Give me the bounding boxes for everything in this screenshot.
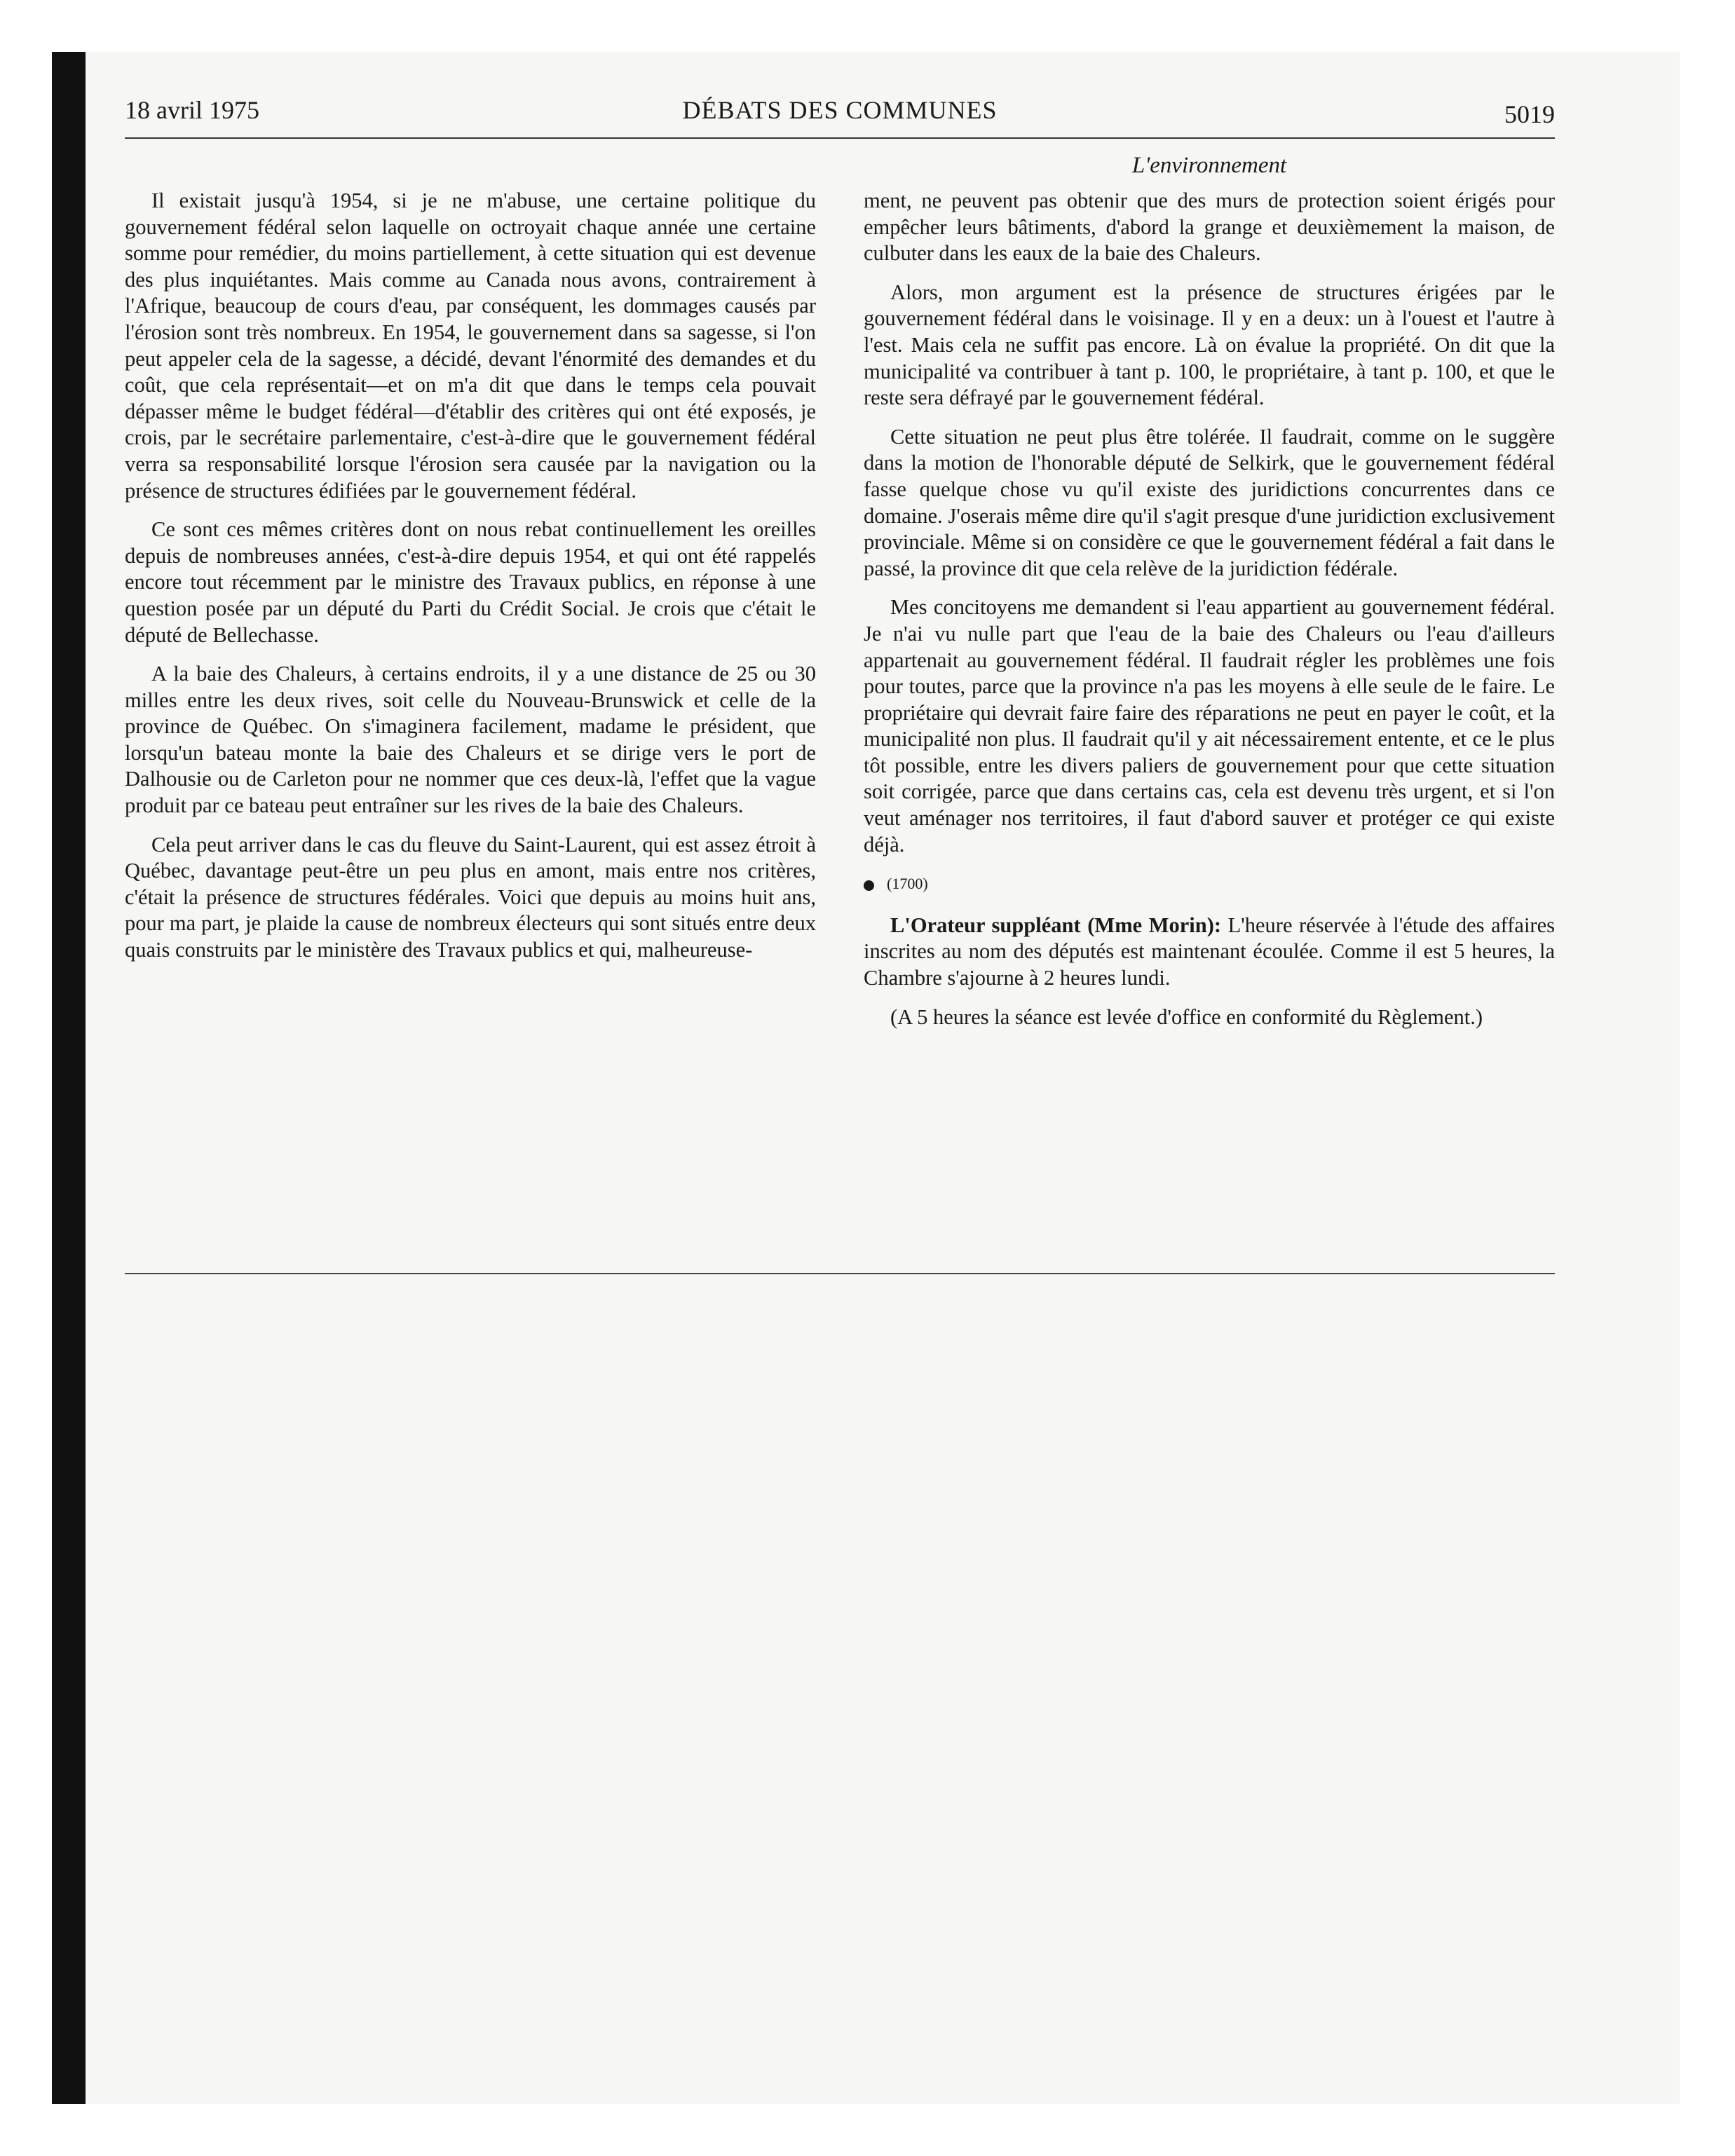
paragraph: A la baie des Chaleurs, à certains endroits, il y a une distance de 25 ou 30 milles entre les deux rives, soit celle du Nouveau-Brunswick et celle de la province de Québec. On s'imaginera facilement, madame le président, que lorsqu'un bateau monte la baie des Chaleurs et se dirige vers le port de Dalhousie ou de Carleton pour ne nommer que ces deux-là, l'effet que la vague produit par ce bateau peut entraîner sur les rives de la baie des Chaleurs. <box>125 662 816 818</box>
bottom-rule <box>125 1273 1555 1274</box>
paragraph: Alors, mon argument est la présence de structures érigées par le gouvernement fédéral dans le voisinage. Il y en a deux: un à l'ouest et l'autre à l'est. Mais cela ne suffit pas encore. Là on évalue la propriété. On dit que la municipalité va contribuer à tant p. 100, le propriétaire, à tant p. 100, et que le reste sera défrayé par le gouvernement fédéral. <box>864 280 1555 410</box>
paragraph: ment, ne peuvent pas obtenir que des murs de protection soient érigés pour empêcher leurs bâtiments, d'abord la grange et deuxièmement la maison, de culbuter dans les eaux de la baie des Chaleurs. <box>864 189 1555 266</box>
time-marker-text: (1700) <box>887 875 928 893</box>
paragraph: Mes concitoyens me demandent si l'eau appartient au gouvernement fédéral. Je n'ai vu nulle part que l'eau de la baie des Chaleurs ou l'eau d'ailleurs appartenait au gouvernement fédéral. Il faudrait régler les problèmes une fois pour toutes, parce que la province n'a pas les moyens à elle seule de le faire. Le propriétaire qui devrait faire faire des réparations ne peut en payer le coût, et la municipalité non plus. Il faudrait qu'il y ait nécessairement entente, et ce le plus tôt possible, entre les divers paliers de gouvernement pour que cette situation soit corrigée, parce que dans certains cas, cela est devenu très urgent, et si l'on veut aménager nos territoires, il faut d'abord sauver et protéger ce qui existe déjà. <box>864 595 1555 857</box>
speaker-name: L'Orateur suppléant (Mme Morin): <box>890 913 1222 937</box>
paragraph: Il existait jusqu'à 1954, si je ne m'abuse, une certaine politique du gouvernement fédéral selon laquelle on octroyait chaque année une certaine somme pour remédier, du moins partiellement, à cette situation qui est devenue des plus inquiétantes. Mais comme au Canada nous avons, contrairement à l'Afrique, beaucoup de cours d'eau, par conséquent, les dommages causés par l'érosion sont très nombreux. En 1954, le gouvernement dans sa sagesse, si l'on peut appeler cela de la sagesse, a décidé, devant l'énormité des demandes et du coût, que cela représentait—et on m'a dit que dans le temps cela pouvait dépasser même le budget fédéral—d'établir des critères qui ont été exposés, je crois, par le secrétaire parlementaire, c'est-à-dire que le gouvernement fédéral verra sa responsabilité lorsque l'érosion sera causée par la navigation ou la présence de structures édifiées par le gouvernement fédéral. <box>125 189 816 503</box>
binding-edge <box>52 52 86 2104</box>
header-publication: DÉBATS DES COMMUNES <box>682 96 998 124</box>
page-number: 5019 <box>1504 100 1555 128</box>
page-header <box>125 95 1555 137</box>
left-column <box>125 188 816 976</box>
paragraph: Cette situation ne peut plus être tolérée. Il faudrait, comme on le suggère dans la motion de l'honorable député de Selkirk, que le gouvernement fédéral fasse quelque chose vu qu'il existe des juridictions concurrentes dans ce domaine. J'oserais même dire qu'il s'agit presque d'une juridiction exclusivement provinciale. Même si on considère ce que le gouvernement fédéral a fait dans le passé, la province dit que cela relève de la juridiction fédérale. <box>864 424 1555 580</box>
speaker-text: L'heure réservée à l'étude des affaires inscrites au nom des députés est maintenant écoulée. Comme il est 5 heures, la Chambre s'ajourne à 2 heures lundi. <box>864 913 1556 990</box>
bullet-icon <box>864 880 874 891</box>
closing-note: (A 5 heures la séance est levée d'office en conformité du Règlement.) <box>890 1004 1483 1029</box>
paragraph: Ce sont ces mêmes critères dont on nous rebat continuellement les oreilles depuis de nombreuses années, c'est-à-dire depuis 1954, et qui ont été rappelés encore tout récemment par le ministre des Travaux publics, en réponse à une question posée par un député du Parti du Crédit Social. Je crois que c'était le député de Bellechasse. <box>125 517 816 647</box>
header-date: 18 avril 1975 <box>125 96 259 124</box>
time-marker <box>864 871 1555 897</box>
speaker-paragraph <box>864 913 1555 992</box>
right-column <box>864 188 1555 1043</box>
paragraph: Cela peut arriver dans le cas du fleuve du Saint-Laurent, qui est assez étroit à Québec, davantage peut-être un peu plus en amont, mais entre nos critères, c'était la présence de structures fédérales. Voici que depuis au moins huit ans, pour ma part, je plaide la cause de nombreux électeurs qui sont situés entre deux quais construits par le ministère des Travaux publics et qui, malheureuse- <box>125 832 816 962</box>
header-rule <box>125 137 1555 139</box>
section-title: L'environnement <box>1131 153 1287 178</box>
